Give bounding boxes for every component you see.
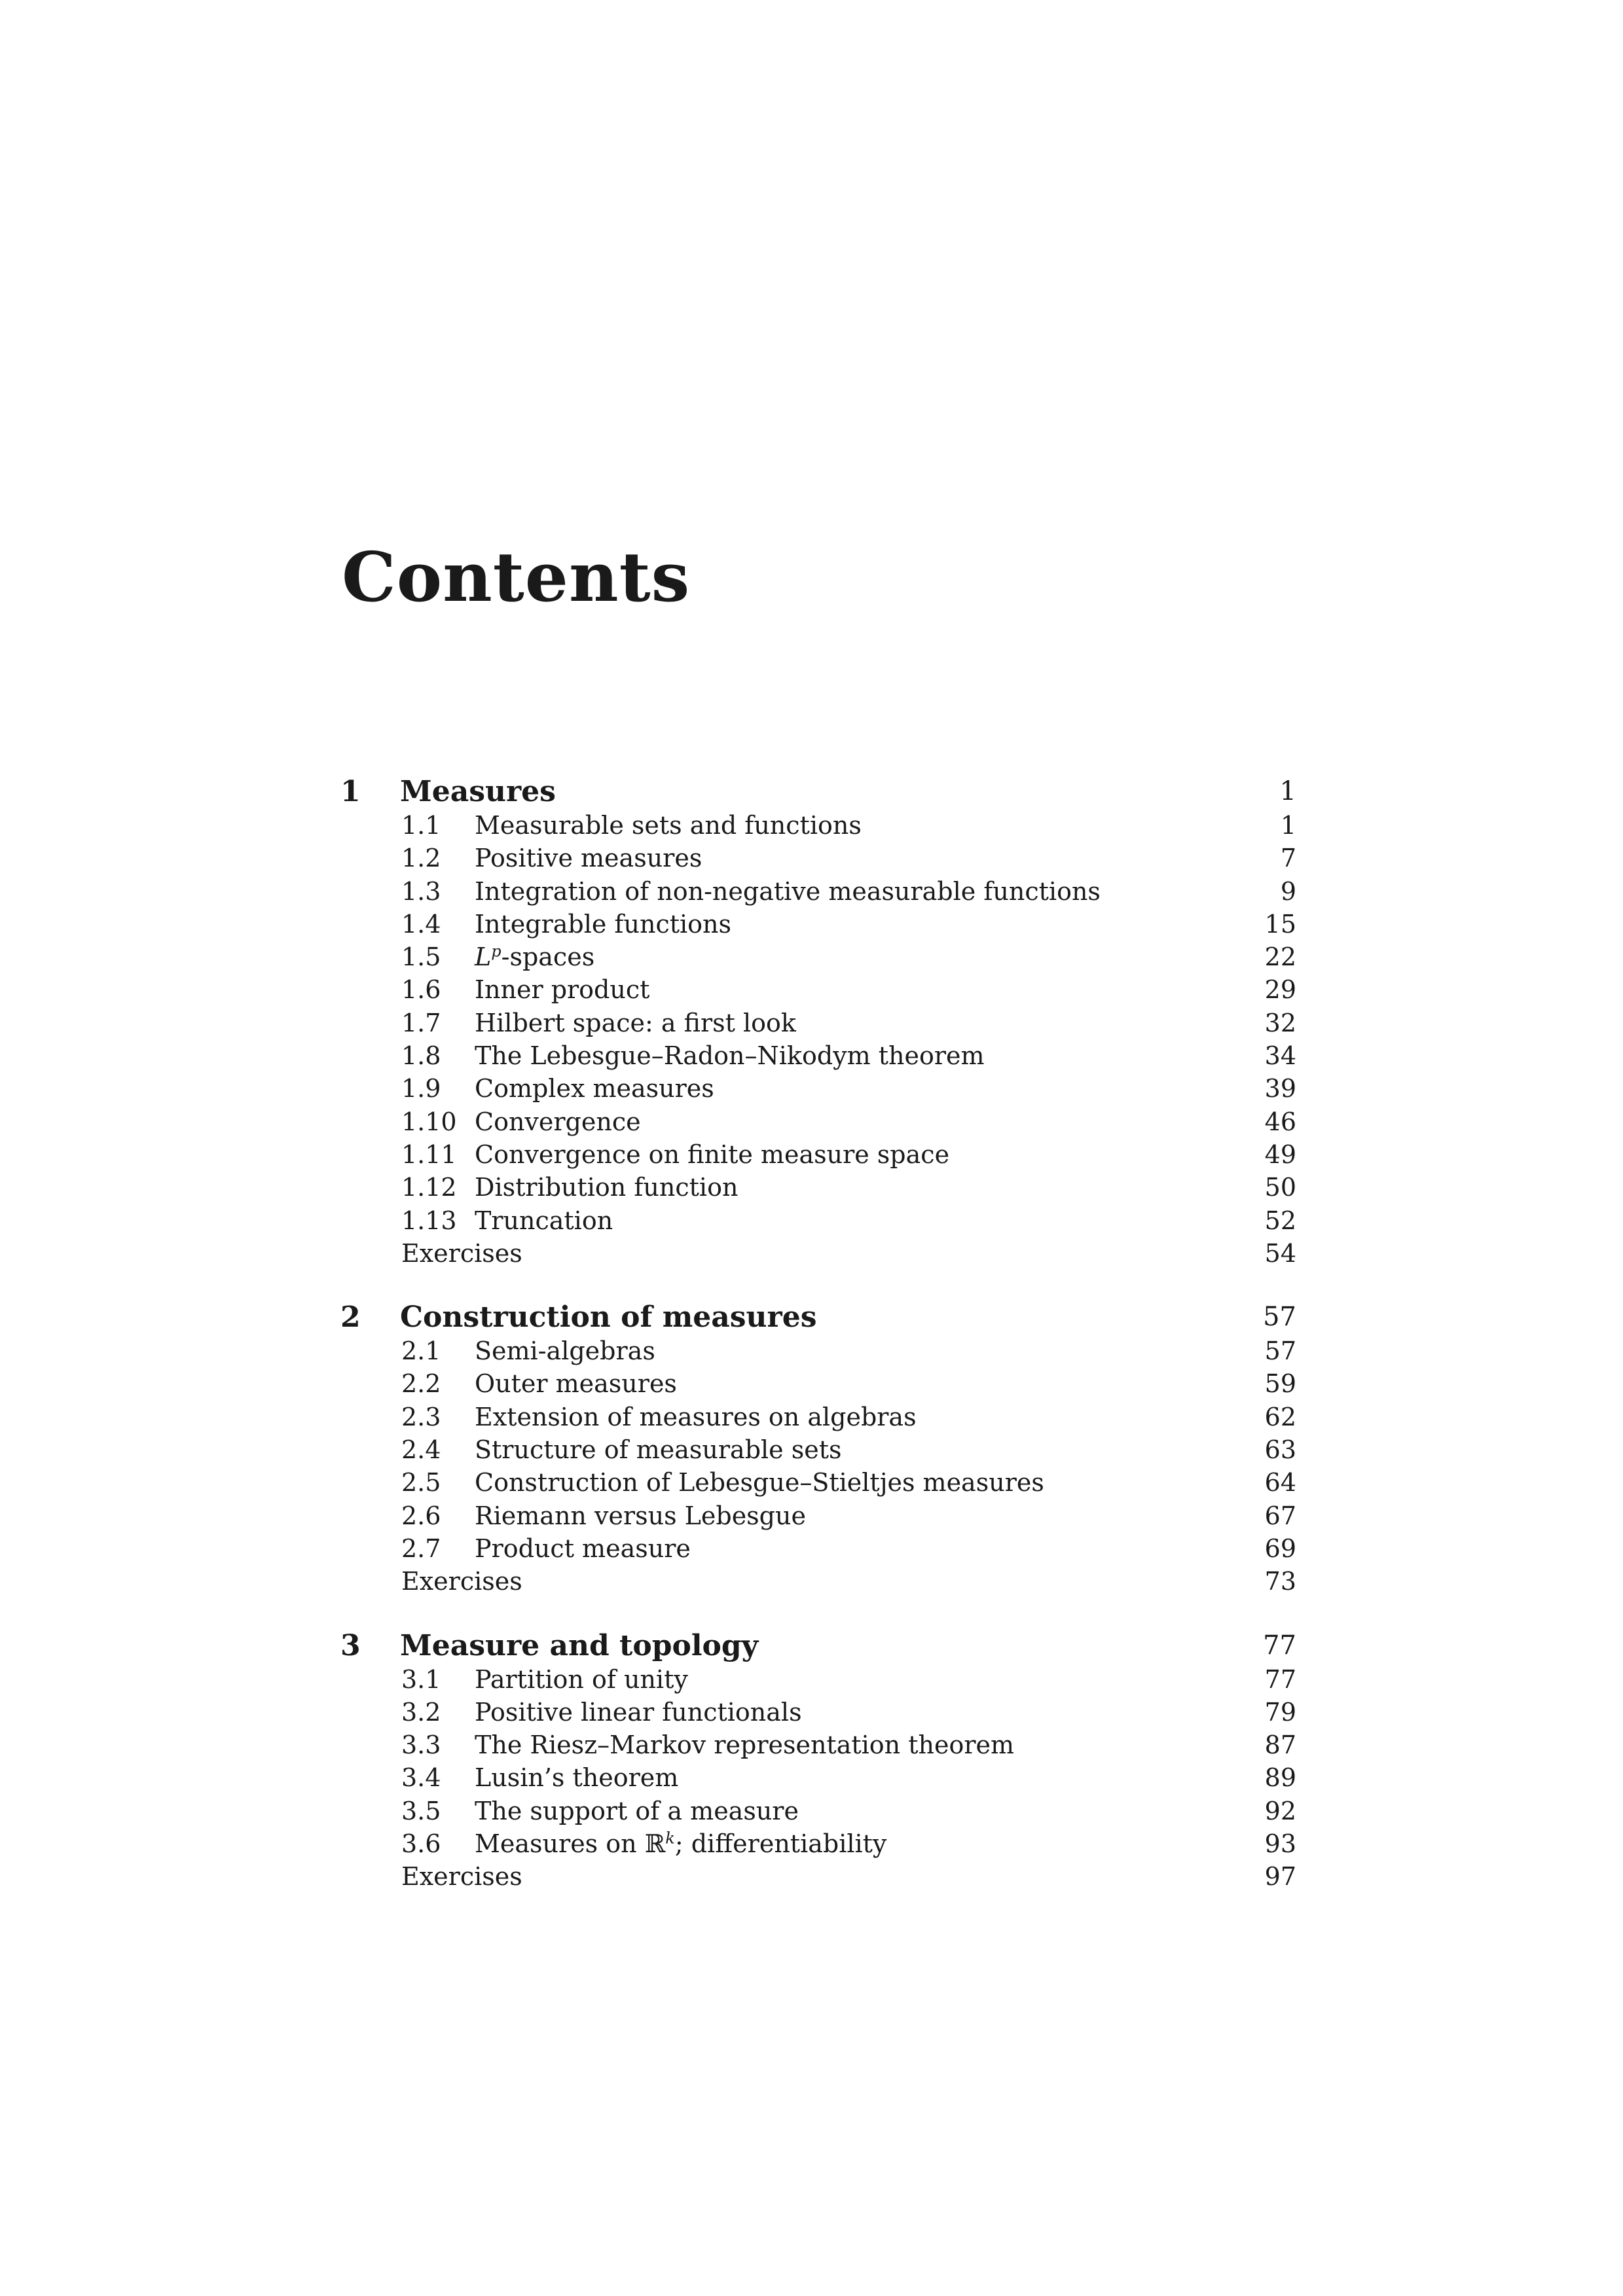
exercises-title: Exercises bbox=[401, 1567, 522, 1596]
section-number: 1.5 bbox=[401, 942, 441, 972]
toc-entry[interactable] bbox=[340, 1663, 1296, 1696]
section-number: 3.3 bbox=[401, 1731, 441, 1760]
section-number: 1.12 bbox=[401, 1173, 457, 1202]
section-title: Positive linear functionals bbox=[475, 1697, 802, 1727]
toc-entry[interactable] bbox=[340, 1204, 1296, 1237]
toc-entry[interactable] bbox=[340, 1466, 1296, 1499]
chapter-1 bbox=[340, 774, 1296, 1270]
section-number: 3.5 bbox=[401, 1796, 441, 1825]
page-number: 22 bbox=[1264, 942, 1296, 972]
toc-entry[interactable] bbox=[340, 809, 1296, 842]
page-number: 69 bbox=[1264, 1534, 1296, 1563]
section-title: Outer measures bbox=[475, 1369, 677, 1399]
toc-entry[interactable] bbox=[340, 1171, 1296, 1204]
section-number: 3.6 bbox=[401, 1829, 441, 1859]
math-superscript: p bbox=[491, 942, 501, 961]
page-number: 50 bbox=[1264, 1173, 1296, 1202]
exercises-title: Exercises bbox=[401, 1862, 522, 1892]
section-title: Integrable functions bbox=[475, 909, 732, 939]
section-title: Distribution function bbox=[475, 1173, 739, 1202]
toc-entry[interactable] bbox=[340, 842, 1296, 874]
section-number: 3.1 bbox=[401, 1664, 441, 1694]
page-number: 34 bbox=[1264, 1041, 1296, 1071]
section-title-prefix: Measures on ℝ bbox=[475, 1829, 666, 1859]
toc-entry[interactable] bbox=[340, 1007, 1296, 1039]
section-title: Lusin’s theorem bbox=[475, 1763, 679, 1793]
toc-entry[interactable] bbox=[340, 1138, 1296, 1171]
page-number: 92 bbox=[1264, 1796, 1296, 1825]
section-title: Truncation bbox=[475, 1206, 613, 1235]
toc-entry[interactable] bbox=[340, 1433, 1296, 1466]
section-title bbox=[475, 1827, 886, 1860]
section-title: Product measure bbox=[475, 1534, 691, 1563]
page-number: 62 bbox=[1264, 1402, 1296, 1431]
toc-entry[interactable] bbox=[340, 1499, 1296, 1532]
section-number: 2.5 bbox=[401, 1468, 441, 1498]
toc-entry[interactable] bbox=[340, 1827, 1296, 1860]
page-number: 93 bbox=[1264, 1829, 1296, 1859]
section-title: Construction of Lebesgue–Stieltjes measures bbox=[475, 1468, 1044, 1498]
section-title: Structure of measurable sets bbox=[475, 1435, 842, 1465]
page-number: 57 bbox=[1263, 1302, 1296, 1333]
section-title: The Riesz–Markov representation theorem bbox=[475, 1731, 1015, 1760]
section-number: 3.4 bbox=[401, 1763, 441, 1793]
section-number: 2.7 bbox=[401, 1534, 441, 1563]
section-title: Integration of non-negative measurable functions bbox=[475, 876, 1101, 906]
chapter-number: 1 bbox=[340, 775, 361, 808]
chapter-heading[interactable] bbox=[340, 1300, 1296, 1335]
section-number: 1.7 bbox=[401, 1008, 441, 1037]
section-number: 1.2 bbox=[401, 844, 441, 873]
page-number: 46 bbox=[1264, 1107, 1296, 1136]
page-number: 59 bbox=[1264, 1369, 1296, 1399]
toc-entry[interactable] bbox=[340, 1761, 1296, 1794]
page-number: 64 bbox=[1264, 1468, 1296, 1498]
math-superscript: k bbox=[665, 1829, 675, 1848]
section-number: 1.11 bbox=[401, 1139, 457, 1169]
page-number: 49 bbox=[1264, 1139, 1296, 1169]
toc-entry[interactable] bbox=[340, 1729, 1296, 1761]
section-number: 1.4 bbox=[401, 909, 441, 939]
toc-entry[interactable] bbox=[340, 1401, 1296, 1433]
page-number: 7 bbox=[1280, 844, 1296, 873]
toc-entry[interactable] bbox=[340, 1039, 1296, 1072]
section-number: 1.10 bbox=[401, 1107, 457, 1136]
toc-entry[interactable] bbox=[340, 875, 1296, 908]
section-number: 1.8 bbox=[401, 1041, 441, 1071]
chapter-number: 3 bbox=[340, 1628, 361, 1662]
section-title-text: ; differentiability bbox=[674, 1829, 887, 1859]
toc-entry[interactable] bbox=[340, 1696, 1296, 1729]
page-number: 52 bbox=[1264, 1206, 1296, 1235]
section-number: 1.3 bbox=[401, 876, 441, 906]
section-number: 2.4 bbox=[401, 1435, 441, 1465]
section-title: Complex measures bbox=[475, 1074, 714, 1103]
math-symbol: L bbox=[475, 942, 492, 972]
section-title: Inner product bbox=[475, 975, 650, 1005]
page-number: 87 bbox=[1264, 1731, 1296, 1760]
toc-entry[interactable] bbox=[340, 941, 1296, 973]
section-number: 2.1 bbox=[401, 1336, 441, 1366]
chapter-heading[interactable] bbox=[340, 1628, 1296, 1663]
section-number: 1.13 bbox=[401, 1206, 457, 1235]
section-title-text: -spaces bbox=[501, 942, 595, 972]
section-title: Convergence on finite measure space bbox=[475, 1139, 950, 1169]
page-number: 89 bbox=[1264, 1763, 1296, 1793]
page-number: 73 bbox=[1264, 1567, 1296, 1596]
toc-entry[interactable] bbox=[340, 973, 1296, 1006]
toc-entry[interactable] bbox=[340, 1532, 1296, 1565]
page-number: 39 bbox=[1264, 1074, 1296, 1103]
exercises-title: Exercises bbox=[401, 1238, 522, 1268]
page-number: 79 bbox=[1264, 1697, 1296, 1727]
toc-entry[interactable] bbox=[340, 908, 1296, 941]
page-number: 77 bbox=[1264, 1664, 1296, 1694]
section-title: Measurable sets and functions bbox=[475, 811, 862, 840]
page-number: 1 bbox=[1279, 776, 1296, 806]
page-number: 1 bbox=[1280, 811, 1296, 840]
section-number: 2.6 bbox=[401, 1501, 441, 1530]
section-title: The support of a measure bbox=[475, 1796, 799, 1825]
section-title: Riemann versus Lebesgue bbox=[475, 1501, 806, 1530]
section-number: 1.1 bbox=[401, 811, 441, 840]
page-number: 77 bbox=[1263, 1630, 1296, 1660]
chapter-number: 2 bbox=[340, 1300, 361, 1335]
section-title: Partition of unity bbox=[475, 1664, 688, 1694]
chapter-title: Measures bbox=[400, 775, 556, 808]
page-number: 63 bbox=[1264, 1435, 1296, 1465]
chapter-title: Measure and topology bbox=[400, 1628, 759, 1662]
page-number: 29 bbox=[1264, 975, 1296, 1005]
section-title: Positive measures bbox=[475, 844, 702, 873]
section-title: Semi-algebras bbox=[475, 1336, 655, 1366]
toc-exercises[interactable] bbox=[340, 1565, 1296, 1598]
page-number: 97 bbox=[1264, 1862, 1296, 1892]
toc-entry[interactable] bbox=[340, 1072, 1296, 1105]
page-number: 57 bbox=[1264, 1336, 1296, 1366]
chapter-2 bbox=[340, 1300, 1296, 1598]
toc-entry[interactable] bbox=[340, 1335, 1296, 1367]
toc-entry[interactable] bbox=[340, 1367, 1296, 1400]
section-number: 1.9 bbox=[401, 1074, 441, 1103]
section-title: Extension of measures on algebras bbox=[475, 1402, 917, 1431]
section-title: The Lebesgue–Radon–Nikodym theorem bbox=[475, 1041, 985, 1071]
toc-entry[interactable] bbox=[340, 1795, 1296, 1827]
toc-entry[interactable] bbox=[340, 1105, 1296, 1138]
page-title: Contents bbox=[342, 537, 691, 617]
table-of-contents bbox=[340, 774, 1296, 1924]
section-number: 3.2 bbox=[401, 1697, 441, 1727]
chapter-3 bbox=[340, 1628, 1296, 1893]
chapter-title: Construction of measures bbox=[400, 1300, 817, 1335]
section-number: 2.3 bbox=[401, 1402, 441, 1431]
page-number: 9 bbox=[1280, 876, 1296, 906]
toc-exercises[interactable] bbox=[340, 1860, 1296, 1893]
toc-exercises[interactable] bbox=[340, 1237, 1296, 1270]
page-number: 54 bbox=[1264, 1238, 1296, 1268]
page-number: 32 bbox=[1264, 1008, 1296, 1037]
section-number: 1.6 bbox=[401, 975, 441, 1005]
section-title bbox=[475, 941, 594, 973]
chapter-heading[interactable] bbox=[340, 774, 1296, 809]
section-title: Hilbert space: a first look bbox=[475, 1008, 796, 1037]
page-number: 15 bbox=[1264, 909, 1296, 939]
page-number: 67 bbox=[1264, 1501, 1296, 1530]
section-number: 2.2 bbox=[401, 1369, 441, 1399]
section-title: Convergence bbox=[475, 1107, 641, 1136]
